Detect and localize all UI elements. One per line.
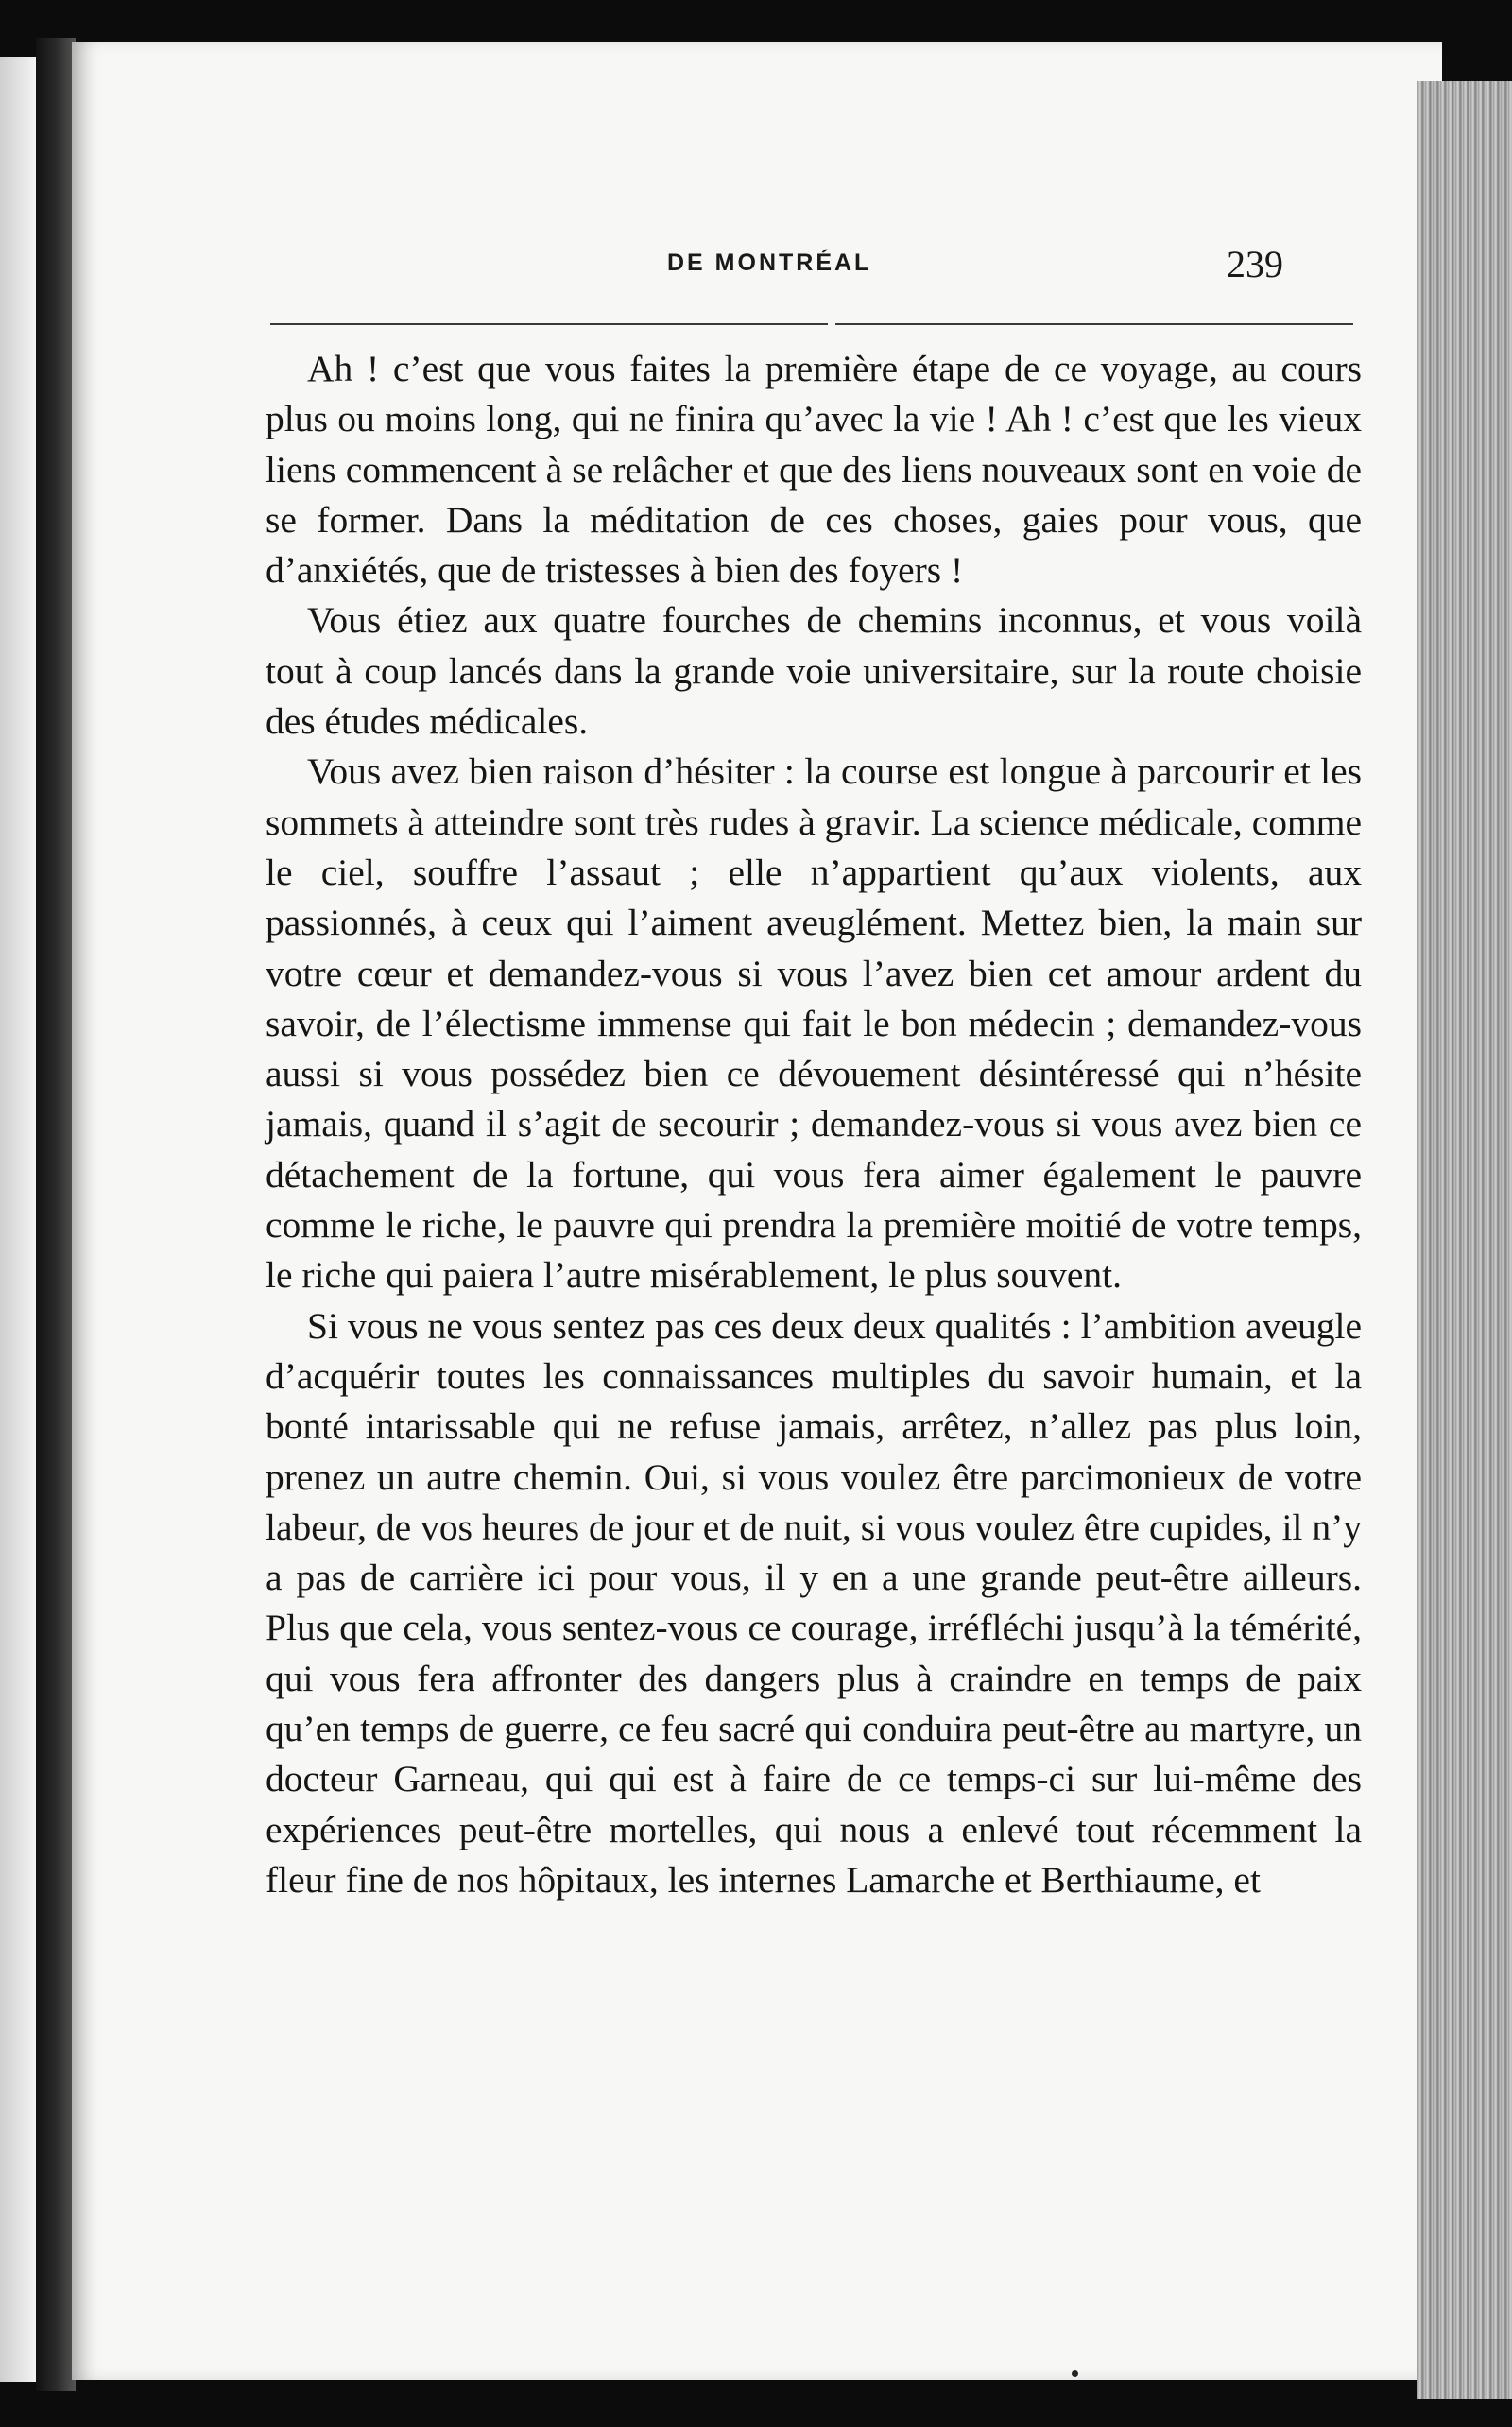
paragraph: Ah ! c’est que vous faites la première étape de ce voyage, au cours plus ou moins long, qui ne finira qu’avec la vie ! Ah ! c’est que les vieux liens commencent à se relâcher et que des liens nouveaux sont en voie de se former. Dans la méditation de ces choses, gaies pour vous, que d’anxiétés, que de tristesses à bien des foyers ! [266,348,1362,592]
body-text [266,344,1362,1905]
paragraph: Vous avez bien raison d’hésiter : la course est longue à parcourir et les sommets à atteindre sont très rudes à gravir. La science médicale, comme le ciel, souffre l’assaut ; elle n’appartient qu’aux violents, aux passionnés, à ceux qui l’aiment aveuglément. Mettez bien, la main sur votre cœur et demandez-vous si vous l’avez bien cet amour ardent du savoir, de l’électisme immense qui fait le bon médecin ; demandez-vous aussi si vous possédez bien ce dévouement désintéressé qui n’hésite jamais, quand il s’agit de secourir ; demandez-vous si vous avez bien ce détachement de la fortune, qui vous fera aimer également le pauvre comme le riche, le pauvre qui prendra la première moitié de votre temps, le riche qui paiera l’autre misérablement, le plus souvent. [266,750,1362,1297]
header-rule-right [835,323,1353,325]
page-header [72,221,1442,285]
page-number: 239 [1227,243,1283,285]
running-head: DE MONTRÉAL [667,250,872,276]
book-gutter [36,38,76,2391]
header-rule-left [270,323,828,325]
ink-speck [1072,2370,1078,2377]
facing-page-edge [0,57,36,2382]
paragraph: Vous étiez aux quatre fourches de chemins inconnus, et vous voilà tout à coup lancés dans la grande voie universitaire, sur la route choisie des études médicales. [266,599,1362,743]
paragraph: Si vous ne vous sentez pas ces deux deux qualités : l’ambition aveugle d’acquérir toutes les connaissances multiples du savoir humain, et la bonté intarissable qui ne refuse jamais, arrêtez, n’allez pas plus loin, prenez un autre chemin. Oui, si vous voulez être parcimonieux de votre labeur, de vos heures de jour et de nuit, si vous voulez être cupides, il n’y a pas de carrière ici pour vous, il y en a une grande peut-être ailleurs. Plus que cela, vous sentez-vous ce courage, irréfléchi jusqu’à la témérité, qui vous fera affronter des dangers plus à craindre en temps de paix qu’en temps de guerre, ce feu sacré qui conduira peut-être au martyre, un docteur Garneau, qui qui est à faire de ce temps-ci sur lui-même des expériences peut-être mortelles, qui nous a enlevé tout récemment la fleur fine de nos hôpitaux, les internes Lamarche et Berthiaume, et [266,1304,1362,1901]
book-page [72,42,1442,2380]
page-edges [1418,81,1512,2399]
